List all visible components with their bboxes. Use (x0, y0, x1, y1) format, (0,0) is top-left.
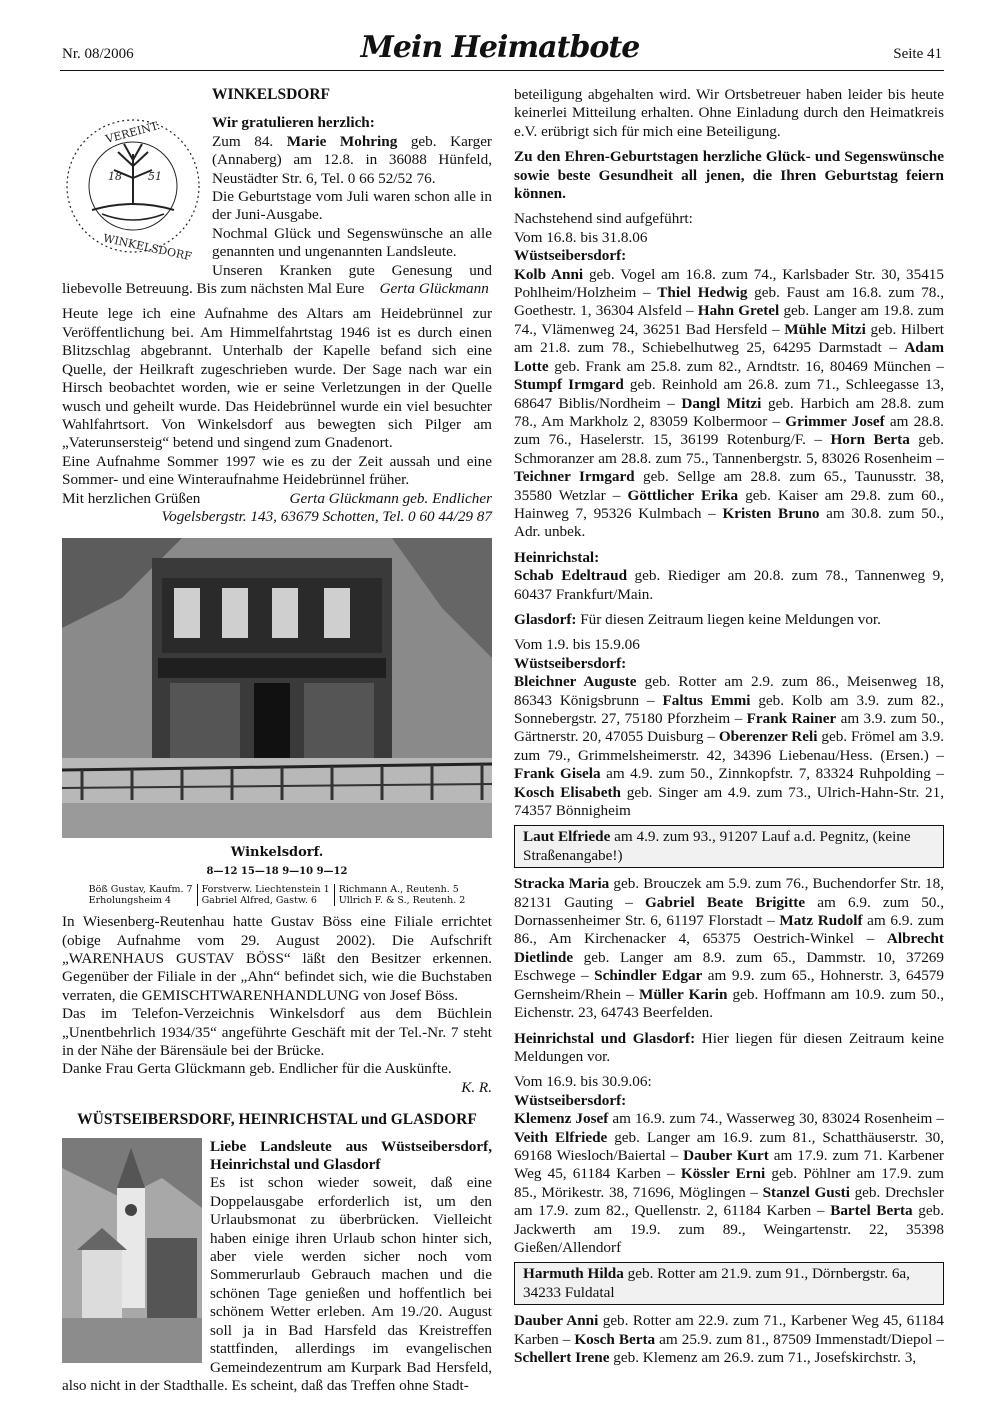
celebrant-details: geb. Sellge am 28.8. zum 65., Taunusstr. 38, 35580 Wetzlar – (514, 468, 944, 504)
celebrant-details: geb. Frömel am 3.9. zum 79., Grimmelsheimerstr. 42, 34396 Liebenau/Hess. (Ersen.) – (514, 728, 944, 764)
directory-hours: 8—12 15—18 9—10 9—12 (206, 865, 348, 877)
celebrant-details: am 3.9. zum 50., Gärtnerstr. 20, 47055 Duisburg – (514, 710, 945, 746)
celebrant-details: geb. Langer am 16.9. zum 81., Schatthäuserstr. 30, 69168 Wiesloch/Baiertal – (514, 1128, 944, 1164)
birthday-list (514, 266, 944, 542)
highlight-box: Harmuth Hilda geb. Rotter am 21.9. zum 91., Dörnbergstr. 6a, 34233 Fuldatal (514, 1262, 944, 1305)
celebrant-details: am 25.9. zum 81., 87509 Immenstadt/Diepol – (655, 1330, 944, 1348)
village-heading: Wüstseibersdorf: (514, 247, 627, 265)
directory-table: Böß Gustav, Kaufm. 7 Erholungsheim 4 Forstverw. Liechtenstein 1 Gabriel Alfred, Gastw. 6 Richmann A., Reutenh. 5 Ullrich F. & S., Reutenh. 2 (88, 884, 466, 907)
celebrant-details: geb. Drechsler am 17.9. zum 82., Quellenstr. 2, 61184 Karben – (514, 1183, 944, 1220)
header-rule (60, 70, 944, 71)
article-paragraph: Das im Telefon-Verzeichnis Winkelsdorf aus dem Büchlein „Unentbehrlich 1934/35“ angeführte Geschäft mit der Tel.-Nr. 7 steht in der Nähe der Bärensäule bei der Brücke. (62, 1005, 492, 1059)
birthday-list (514, 673, 944, 820)
celebrant-name: Albrecht Dietlinde (514, 930, 944, 966)
birthday-list (514, 875, 944, 1022)
article-paragraph: beteiligung abgehalten wird. Wir Ortsbetreuer haben leider bis heute keinerlei Mitteilung erhalten. Ohne Einladung durch den Heimatkreis e.V. erübrigt sich für mich eine Beteiligung. (514, 86, 944, 140)
celebrant-name: Gabriel Beate Brigitte (644, 893, 806, 911)
celebrant-name: Faltus Emmi (662, 691, 751, 709)
celebrant-name: Oberenzer Reli (718, 728, 818, 746)
article-paragraph: Eine Aufnahme Sommer 1997 wie es zu der Zeit aussah und eine Sommer- und eine Winteraufnahme Heidebrünnel früher. (62, 452, 492, 489)
celebrant-details: geb. Brouczek am 5.9. zum 76., Buchendorfer Str. 18, 82131 Gauting – (514, 875, 944, 911)
birthday-paragraph: Zum 84. Marie Mohring geb. Karger (Annaberg) am 12.8. in 36088 Hünfeld, Neustädter Str. 6, Tel. 0 66 52/52 76. (212, 132, 492, 187)
celebrant-name: Schellert Irene (514, 1349, 610, 1366)
paragraph: Nochmal Glück und Segenswünsche an alle genannten und ungenannten Landsleute. (212, 224, 492, 261)
celebrant-name: Grimmer Josef (785, 412, 885, 430)
period-label: Vom 16.9. bis 30.9.06: (514, 1073, 652, 1091)
article-paragraph: Danke Frau Gerta Glückmann geb. Endlicher für die Auskünfte. (62, 1060, 452, 1078)
celebrant-details: am 28.8. zum 76., Haselerstr. 15, 36199 Rotenburg/F. – (514, 412, 944, 449)
celebrant-name: Kolb Anni (514, 265, 584, 283)
page-number: Seite 41 (893, 46, 942, 62)
author-initials: K. R. (461, 1078, 492, 1096)
celebrant-name: Bartel Berta (830, 1202, 913, 1220)
celebrant-details: geb. Pöhlner am 17.9. zum 85., Mörikestr. 38, 71696, Möglingen – (514, 1165, 944, 1201)
celebrant-name: Schindler Edgar (594, 967, 703, 985)
celebrant-details: geb. Harbich am 28.8. zum 78., Am Markholz 2, 83059 Kolbermoor – (514, 394, 945, 430)
celebrant-name: Dauber Anni (514, 1312, 599, 1330)
celebrant-name: Stracka Maria (514, 875, 610, 893)
birthday-list (514, 1312, 944, 1367)
birthday-entry: Schab Edeltraud geb. Riediger am 20.8. zum 78., Tannenweg 9, 60437 Frankfurt/Main. (514, 567, 945, 603)
winkelsdorf-seal-icon (62, 114, 204, 264)
celebrant-name: Stanzel Gusti (762, 1183, 850, 1201)
svg-text:18: 18 (108, 170, 122, 184)
paragraph: Die Geburtstage vom Juli waren schon alle in der Juni-Ausgabe. (212, 188, 492, 224)
period-label: Vom 16.8. bis 31.8.06 (514, 228, 648, 246)
celebrant-name: Hahn Gretel (697, 302, 780, 320)
celebrant-name: Teichner Irmgard (514, 468, 635, 486)
celebrant-details: geb. Vogel am 16.8. zum 74., Karlsbader Str. 30, 35415 Pohlheim/Holzheim – (514, 265, 944, 302)
celebrant-details: geb. Langer am 8.9. zum 65., Dammstr. 10, 37269 Eschwege – (514, 948, 944, 985)
author-address: Vogelsbergstr. 143, 63679 Schotten, Tel. 0 60 44/29 87 (161, 507, 492, 525)
closing-paragraph: Unseren Kranken gute Genesung und liebevolle Betreuung. Bis zum nächsten Mal Eure Gerta Glückmann (62, 261, 492, 298)
church-photo (62, 1138, 202, 1363)
celebrant-name: Dangl Mitzi (681, 394, 762, 412)
celebrant-name: Matz Rudolf (779, 912, 863, 930)
birthday-list (514, 1110, 944, 1257)
article-paragraph: In Wiesenberg-Reutenhau hatte Gustav Böss eine Filiale errichtet (obige Aufnahme vom 29. August 2002). Die Aufschrift „WARENHAUS GUSTAV BÖSS“ läßt den Besitzer erkennen. Gegenüber der Filiale in der „Ahn“ befindet sich, wie die Buchstaben verraten, die GEMISCHTWARENHANDLUNG von Josef Böss. (62, 913, 492, 1004)
svg-text:51: 51 (148, 170, 162, 184)
celebrant-details: am 6.9. zum 50., Dornassenheimer Str. 6, 61197 Florstadt – (514, 893, 944, 930)
celebrant-name: Kössler Erni (680, 1165, 766, 1183)
village-heading: Heinrichstal: (514, 548, 600, 566)
list-intro: Nachstehend sind aufgeführt: (514, 210, 693, 228)
author-signature: Gerta Glückmann (379, 280, 489, 298)
celebrant-name: Göttlicher Erika (627, 486, 739, 504)
winkelsdorf-title: WINKELSDORF (212, 86, 330, 103)
issue-number: Nr. 08/2006 (62, 46, 134, 62)
celebrant-name: Mühle Mitzi (784, 320, 866, 338)
left-column (62, 86, 492, 1395)
celebrant-details: am 4.9. zum 50., Zinnkopfstr. 7, 83324 Ruhpolding – (600, 765, 944, 783)
village-heading: Wüstseibersdorf: (514, 1091, 627, 1109)
celebrant-name: Stumpf Irmgard (514, 376, 624, 394)
celebrant-details: am 6.9. zum 86., Am Kirchenacker 4, 65375 Oestrich-Winkel – (514, 912, 945, 948)
celebrant-name: Frank Rainer (746, 710, 837, 727)
celebrant-name: Marie Mohring (286, 132, 398, 150)
celebrant-name: Kosch Elisabeth (514, 783, 622, 801)
celebrant-details: geb. Schmoranzer am 28.8. zum 75., Tannenbergstr. 5, 83026 Rosenheim – (514, 431, 945, 467)
celebrant-details: geb. Reinhold am 26.8. zum 71., Schleegasse 13, 68647 Biblis/Nordheim – (514, 376, 944, 412)
celebrant-details: geb. Singer am 4.9. zum 73., Ulrich-Hahn-Str. 21, 74357 Bönnigheim (514, 783, 944, 820)
period-label: Vom 1.9. bis 15.9.06 (514, 636, 640, 654)
celebrant-details: geb. Frank am 25.8. zum 82., Arndtstr. 16, 80469 München – (548, 357, 944, 375)
highlight-box: Laut Elfriede am 4.9. zum 93., 91207 Lauf a.d. Pegnitz, (keine Straßenangabe!) (514, 825, 944, 868)
celebrant-details: geb. Klemenz am 26.9. zum 71., Josefskirchstr. 3, (609, 1349, 917, 1366)
celebrant-details: geb. Rotter am 2.9. zum 86., Meisenweg 18, 86343 Königsbrunn – (514, 673, 944, 709)
celebrant-details: geb. Kolb am 3.9. zum 82., Sonnebergstr. 27, 75180 Pforzheim – (514, 691, 944, 727)
celebrant-name: Klemenz Josef (514, 1110, 609, 1128)
celebrant-name: Frank Gisela (514, 765, 601, 783)
wuestseibersdorf-title: WÜSTSEIBERSDORF, HEINRICHSTAL und GLASDORF (77, 1111, 477, 1129)
celebrant-details: geb. Faust am 16.8. zum 78., Goethestr. 1, 36304 Alsfeld – (514, 284, 944, 320)
warehouse-photo (62, 538, 492, 838)
no-reports-line: Glasdorf: Für diesen Zeitraum liegen keine Meldungen vor. (514, 610, 881, 628)
directory-title: Winkelsdorf. (230, 845, 324, 861)
celebrant-details: am 30.8. zum 50., Adr. unbek. (514, 504, 944, 541)
celebrant-details: geb. Kaiser am 29.8. zum 60., Hainweg 7, 95326 Kulmbach – (514, 486, 944, 522)
celebrant-details: geb. Rotter am 22.9. zum 71., Karbener Weg 45, 61184 Karben – (514, 1312, 944, 1348)
celebrant-details: geb. Hoffmann am 10.9. zum 50., Eichenstr. 23, 64743 Beerfelden. (514, 985, 944, 1022)
phone-directory-excerpt (62, 844, 492, 906)
celebrant-name: Bleichner Auguste (514, 673, 637, 691)
svg-text:VEREINT.: VEREINT. (104, 119, 162, 147)
celebrant-name: Dauber Kurt (683, 1146, 769, 1164)
greeting-heading: Wir gratulieren herzlich: (212, 114, 375, 132)
right-column (514, 86, 944, 1367)
celebrant-name: Kosch Berta (574, 1330, 656, 1348)
village-heading: Wüstseibersdorf: (514, 654, 627, 672)
svg-text:WINKELSDORF: WINKELSDORF (102, 232, 193, 264)
letter-paragraph: Es ist schon wieder soweit, daß eine Doppelausgabe erforderlich ist, um den Urlaubsmonat zu überbrücken. Vielleicht haben einige ihren Urlaub schon hinter sich, aber viele werden sicher noch vom Sommerurlaub Gebrauch machen und die schönen Tage genießen und hoffentlich bei schönem Wetter erleben. Am 19./20. August soll ja in Bad Harsfeld das Kreistreffen stattfinden, allerdings im evangelischen Gemeindezentrum am Kurpark Bad Hersfeld, also nicht in der Stadthalle. Es scheint, daß das Treffen ohne Stadt- (62, 1174, 492, 1394)
signature-line: Mit herzlichen Grüßen Gerta Glückmann geb. Endlicher (62, 489, 492, 507)
celebrant-name: Müller Karin (639, 985, 728, 1003)
celebrant-details: am 9.9. zum 65., Hohnerstr. 3, 64579 Gernsheim/Rhein – (514, 967, 944, 1003)
celebrant-details: geb. Langer am 19.8. zum 74., Vlämenweg 24, 36251 Bad Hersfeld – (514, 302, 945, 338)
celebrant-details: geb. Hilbert am 21.8. zum 78., Schiebelhutweg 25, 64295 Darmstadt – (514, 320, 945, 357)
letter-heading: Liebe Landsleute aus Wüstseibersdorf, Heinrichstal und Glasdorf (210, 1137, 492, 1174)
masthead-logo: Mein Heimatbote (360, 30, 640, 65)
celebrant-name: Horn Berta (830, 431, 910, 449)
celebrant-details: am 16.9. zum 74., Wasserweg 30, 83024 Rosenheim – (608, 1110, 945, 1128)
celebrant-name: Thiel Hedwig (657, 284, 748, 302)
celebrant-details: geb. Jackwerth am 19.9. zum 89., Weingartenstr. 22, 35398 Gießen/Allendorf (514, 1202, 945, 1256)
no-reports-line: Heinrichstal und Glasdorf: Hier liegen für diesen Zeitraum keine Meldungen vor. (514, 1029, 944, 1065)
celebrant-name: Adam Lotte (514, 339, 944, 375)
celebrant-name: Kristen Bruno (722, 504, 820, 522)
celebrant-name: Veith Elfriede (514, 1128, 608, 1146)
celebrant-details: am 17.9. zum 71. Karbener Weg 45, 61184 Karben – (514, 1146, 944, 1183)
wishes-heading: Zu den Ehren-Geburtstagen herzliche Glück- und Segenswünsche sowie beste Gesundheit all jenen, die Ihren Geburtstag feiern können. (514, 148, 944, 203)
article-paragraph: Heute lege ich eine Aufnahme des Altars am Heidebrünnel zur Veröffentlichung bei. Am Himmelfahrtstag 1946 ist es durch einen Blitzschlag abgebrannt. Unterhalb der Kapelle befand sich eine Quelle, der Heilkraft zugeschrieben wurde. Der Sage nach war ein Hirsch beobachtet worden, wie er seine Verletzungen in der Quelle wusch und geheilt wurde. Das Heidebrünnel wurde ein viel besuchter Wahlfahrtsort. Von Winkelsdorf aus bewegten sich Pilger am „Vaterunsersteig“ betend und singend zum Gnadenort. (62, 305, 492, 452)
